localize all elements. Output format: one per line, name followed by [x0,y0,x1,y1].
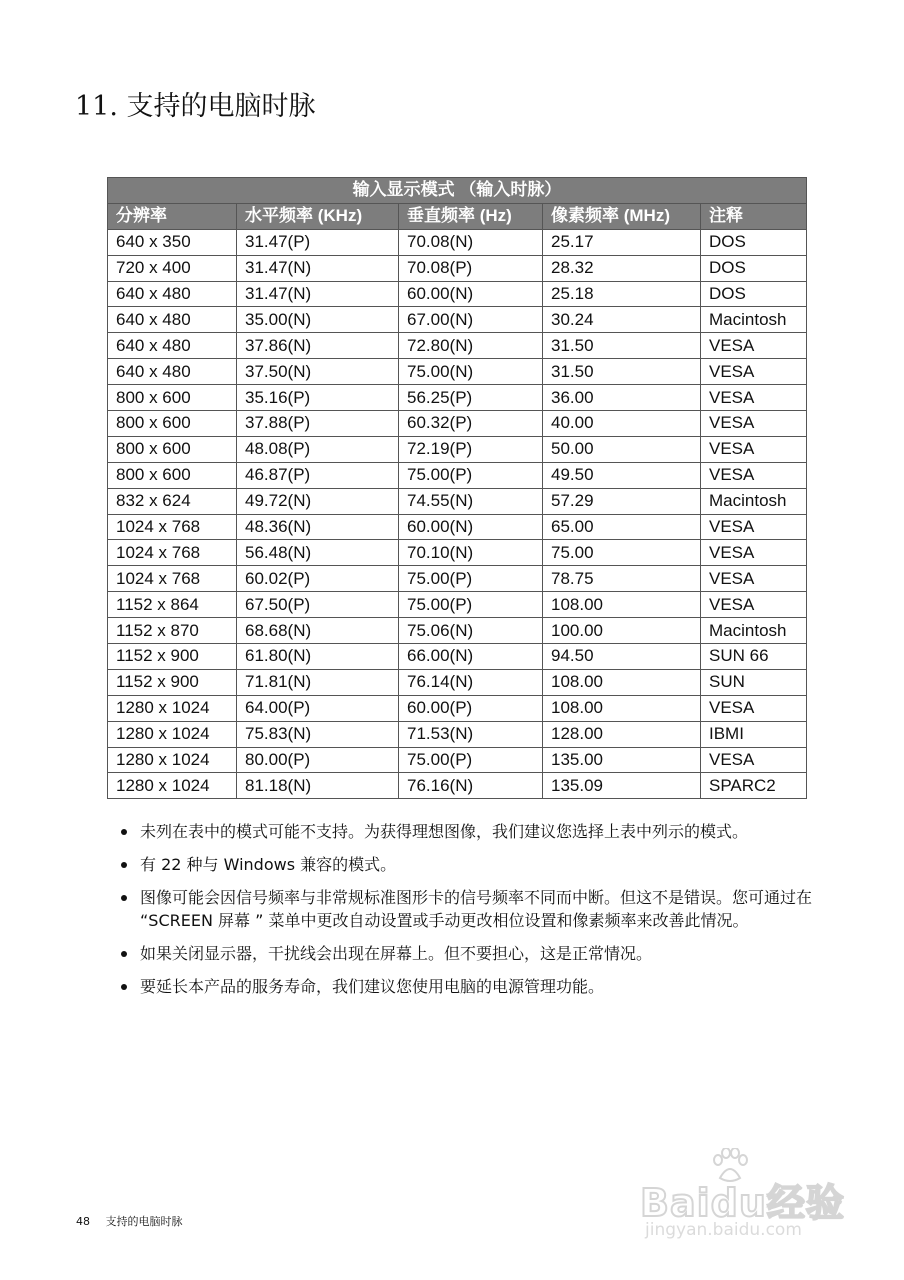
cell-pixel-frequency: 135.09 [543,773,701,799]
cell-pixel-frequency: 40.00 [543,411,701,437]
cell-note: VESA [701,411,807,437]
cell-vertical-frequency: 71.53(N) [399,721,543,747]
note-item: 要延长本产品的服务寿命，我们建议您使用电脑的电源管理功能。 [118,975,838,998]
header-horizontal-frequency: 水平频率 (KHz) [237,203,399,229]
cell-note: SUN [701,669,807,695]
cell-resolution: 800 x 600 [108,436,237,462]
table-row [108,618,807,644]
note-item: 未列在表中的模式可能不支持。为获得理想图像，我们建议您选择上表中列示的模式。 [118,820,838,843]
cell-pixel-frequency: 108.00 [543,669,701,695]
cell-resolution: 640 x 480 [108,281,237,307]
table-row [108,747,807,773]
cell-pixel-frequency: 50.00 [543,436,701,462]
table-row [108,333,807,359]
cell-horizontal-frequency: 35.00(N) [237,307,399,333]
watermark-brand: Baidu经验 [640,1181,845,1225]
table-row [108,359,807,385]
cell-pixel-frequency: 135.00 [543,747,701,773]
header-vertical-frequency: 垂直频率 (Hz) [399,203,543,229]
cell-vertical-frequency: 70.08(P) [399,255,543,281]
table-row [108,566,807,592]
cell-vertical-frequency: 60.00(P) [399,695,543,721]
note-item: 图像可能会因信号频率与非常规标准图形卡的信号频率不同而中断。但这不是错误。您可通过在 “SCREEN 屏幕 ” 菜单中更改自动设置或手动更改相位设置和像素频率来改善此情况。 [118,886,838,932]
cell-vertical-frequency: 75.00(P) [399,566,543,592]
watermark-url: jingyan.baidu.com [645,1220,802,1240]
cell-pixel-frequency: 100.00 [543,618,701,644]
cell-horizontal-frequency: 48.08(P) [237,436,399,462]
cell-note: VESA [701,695,807,721]
cell-note: SPARC2 [701,773,807,799]
cell-horizontal-frequency: 37.50(N) [237,359,399,385]
cell-pixel-frequency: 36.00 [543,385,701,411]
header-notes: 注释 [701,203,807,229]
cell-horizontal-frequency: 67.50(P) [237,592,399,618]
cell-vertical-frequency: 60.32(P) [399,411,543,437]
cell-horizontal-frequency: 37.86(N) [237,333,399,359]
cell-note: VESA [701,566,807,592]
cell-resolution: 720 x 400 [108,255,237,281]
table-row [108,385,807,411]
cell-note: SUN 66 [701,644,807,670]
cell-pixel-frequency: 25.17 [543,229,701,255]
cell-horizontal-frequency: 35.16(P) [237,385,399,411]
table-row [108,436,807,462]
cell-note: Macintosh [701,618,807,644]
cell-resolution: 832 x 624 [108,488,237,514]
cell-note: IBMI [701,721,807,747]
cell-note: VESA [701,385,807,411]
cell-resolution: 1152 x 900 [108,669,237,695]
cell-pixel-frequency: 28.32 [543,255,701,281]
table-row [108,644,807,670]
cell-resolution: 1152 x 870 [108,618,237,644]
cell-vertical-frequency: 60.00(N) [399,514,543,540]
table-caption: 输入显示模式 （输入时脉） [108,178,807,204]
cell-resolution: 640 x 480 [108,359,237,385]
cell-vertical-frequency: 72.19(P) [399,436,543,462]
cell-horizontal-frequency: 37.88(P) [237,411,399,437]
cell-resolution: 1152 x 864 [108,592,237,618]
cell-vertical-frequency: 76.14(N) [399,669,543,695]
cell-resolution: 640 x 480 [108,333,237,359]
cell-note: VESA [701,747,807,773]
cell-vertical-frequency: 74.55(N) [399,488,543,514]
page-number: 48 [76,1215,90,1228]
cell-vertical-frequency: 75.00(P) [399,592,543,618]
cell-pixel-frequency: 128.00 [543,721,701,747]
cell-resolution: 640 x 350 [108,229,237,255]
cell-resolution: 1152 x 900 [108,644,237,670]
cell-vertical-frequency: 67.00(N) [399,307,543,333]
header-pixel-frequency: 像素频率 (MHz) [543,203,701,229]
cell-resolution: 640 x 480 [108,307,237,333]
cell-pixel-frequency: 94.50 [543,644,701,670]
table-row [108,669,807,695]
cell-horizontal-frequency: 48.36(N) [237,514,399,540]
cell-pixel-frequency: 65.00 [543,514,701,540]
cell-vertical-frequency: 75.06(N) [399,618,543,644]
cell-note: DOS [701,281,807,307]
cell-note: VESA [701,462,807,488]
cell-pixel-frequency: 31.50 [543,333,701,359]
cell-note: VESA [701,436,807,462]
cell-horizontal-frequency: 31.47(N) [237,255,399,281]
page-title [75,84,316,123]
table-row [108,514,807,540]
cell-horizontal-frequency: 71.81(N) [237,669,399,695]
section-number: 11. [75,91,118,122]
cell-note: VESA [701,514,807,540]
cell-resolution: 1024 x 768 [108,566,237,592]
table-row [108,411,807,437]
note-item: 如果关闭显示器，干扰线会出现在屏幕上。但不要担心，这是正常情况。 [118,942,838,965]
cell-horizontal-frequency: 64.00(P) [237,695,399,721]
cell-pixel-frequency: 25.18 [543,281,701,307]
cell-resolution: 1024 x 768 [108,514,237,540]
cell-note: Macintosh [701,307,807,333]
cell-resolution: 1280 x 1024 [108,773,237,799]
cell-vertical-frequency: 70.10(N) [399,540,543,566]
cell-pixel-frequency: 57.29 [543,488,701,514]
table-row [108,540,807,566]
cell-vertical-frequency: 60.00(N) [399,281,543,307]
cell-vertical-frequency: 75.00(P) [399,462,543,488]
table-row [108,307,807,333]
cell-horizontal-frequency: 75.83(N) [237,721,399,747]
cell-resolution: 1280 x 1024 [108,695,237,721]
table-row [108,255,807,281]
cell-horizontal-frequency: 60.02(P) [237,566,399,592]
cell-note: DOS [701,255,807,281]
cell-vertical-frequency: 75.00(N) [399,359,543,385]
cell-horizontal-frequency: 80.00(P) [237,747,399,773]
cell-pixel-frequency: 31.50 [543,359,701,385]
table-row [108,695,807,721]
cell-horizontal-frequency: 61.80(N) [237,644,399,670]
table-row [108,592,807,618]
table-row [108,281,807,307]
cell-note: VESA [701,359,807,385]
cell-note: Macintosh [701,488,807,514]
cell-note: VESA [701,592,807,618]
table-row [108,773,807,799]
cell-pixel-frequency: 108.00 [543,592,701,618]
cell-note: VESA [701,540,807,566]
note-item: 有 22 种与 Windows 兼容的模式。 [118,853,838,876]
page-footer [76,1213,183,1229]
cell-resolution: 800 x 600 [108,411,237,437]
header-resolution: 分辨率 [108,203,237,229]
cell-horizontal-frequency: 81.18(N) [237,773,399,799]
cell-horizontal-frequency: 56.48(N) [237,540,399,566]
table-row [108,721,807,747]
cell-resolution: 1280 x 1024 [108,721,237,747]
cell-vertical-frequency: 75.00(P) [399,747,543,773]
cell-pixel-frequency: 49.50 [543,462,701,488]
section-title: 支持的电脑时脉 [126,91,316,122]
table-row [108,229,807,255]
cell-resolution: 800 x 600 [108,385,237,411]
cell-note: DOS [701,229,807,255]
notes-list [118,820,838,1008]
cell-horizontal-frequency: 31.47(P) [237,229,399,255]
timing-table [107,177,807,799]
cell-resolution: 800 x 600 [108,462,237,488]
cell-note: VESA [701,333,807,359]
cell-horizontal-frequency: 46.87(P) [237,462,399,488]
cell-horizontal-frequency: 49.72(N) [237,488,399,514]
cell-resolution: 1280 x 1024 [108,747,237,773]
cell-pixel-frequency: 78.75 [543,566,701,592]
table-caption-row [108,178,807,204]
footer-section-title: 支持的电脑时脉 [105,1215,183,1228]
cell-horizontal-frequency: 31.47(N) [237,281,399,307]
cell-pixel-frequency: 30.24 [543,307,701,333]
table-header-row [108,203,807,229]
cell-vertical-frequency: 72.80(N) [399,333,543,359]
cell-vertical-frequency: 76.16(N) [399,773,543,799]
table-body [108,229,807,799]
cell-pixel-frequency: 75.00 [543,540,701,566]
table-row [108,488,807,514]
cell-resolution: 1024 x 768 [108,540,237,566]
cell-vertical-frequency: 56.25(P) [399,385,543,411]
baidu-watermark [640,1148,855,1248]
cell-horizontal-frequency: 68.68(N) [237,618,399,644]
table-row [108,462,807,488]
cell-pixel-frequency: 108.00 [543,695,701,721]
cell-vertical-frequency: 66.00(N) [399,644,543,670]
cell-vertical-frequency: 70.08(N) [399,229,543,255]
